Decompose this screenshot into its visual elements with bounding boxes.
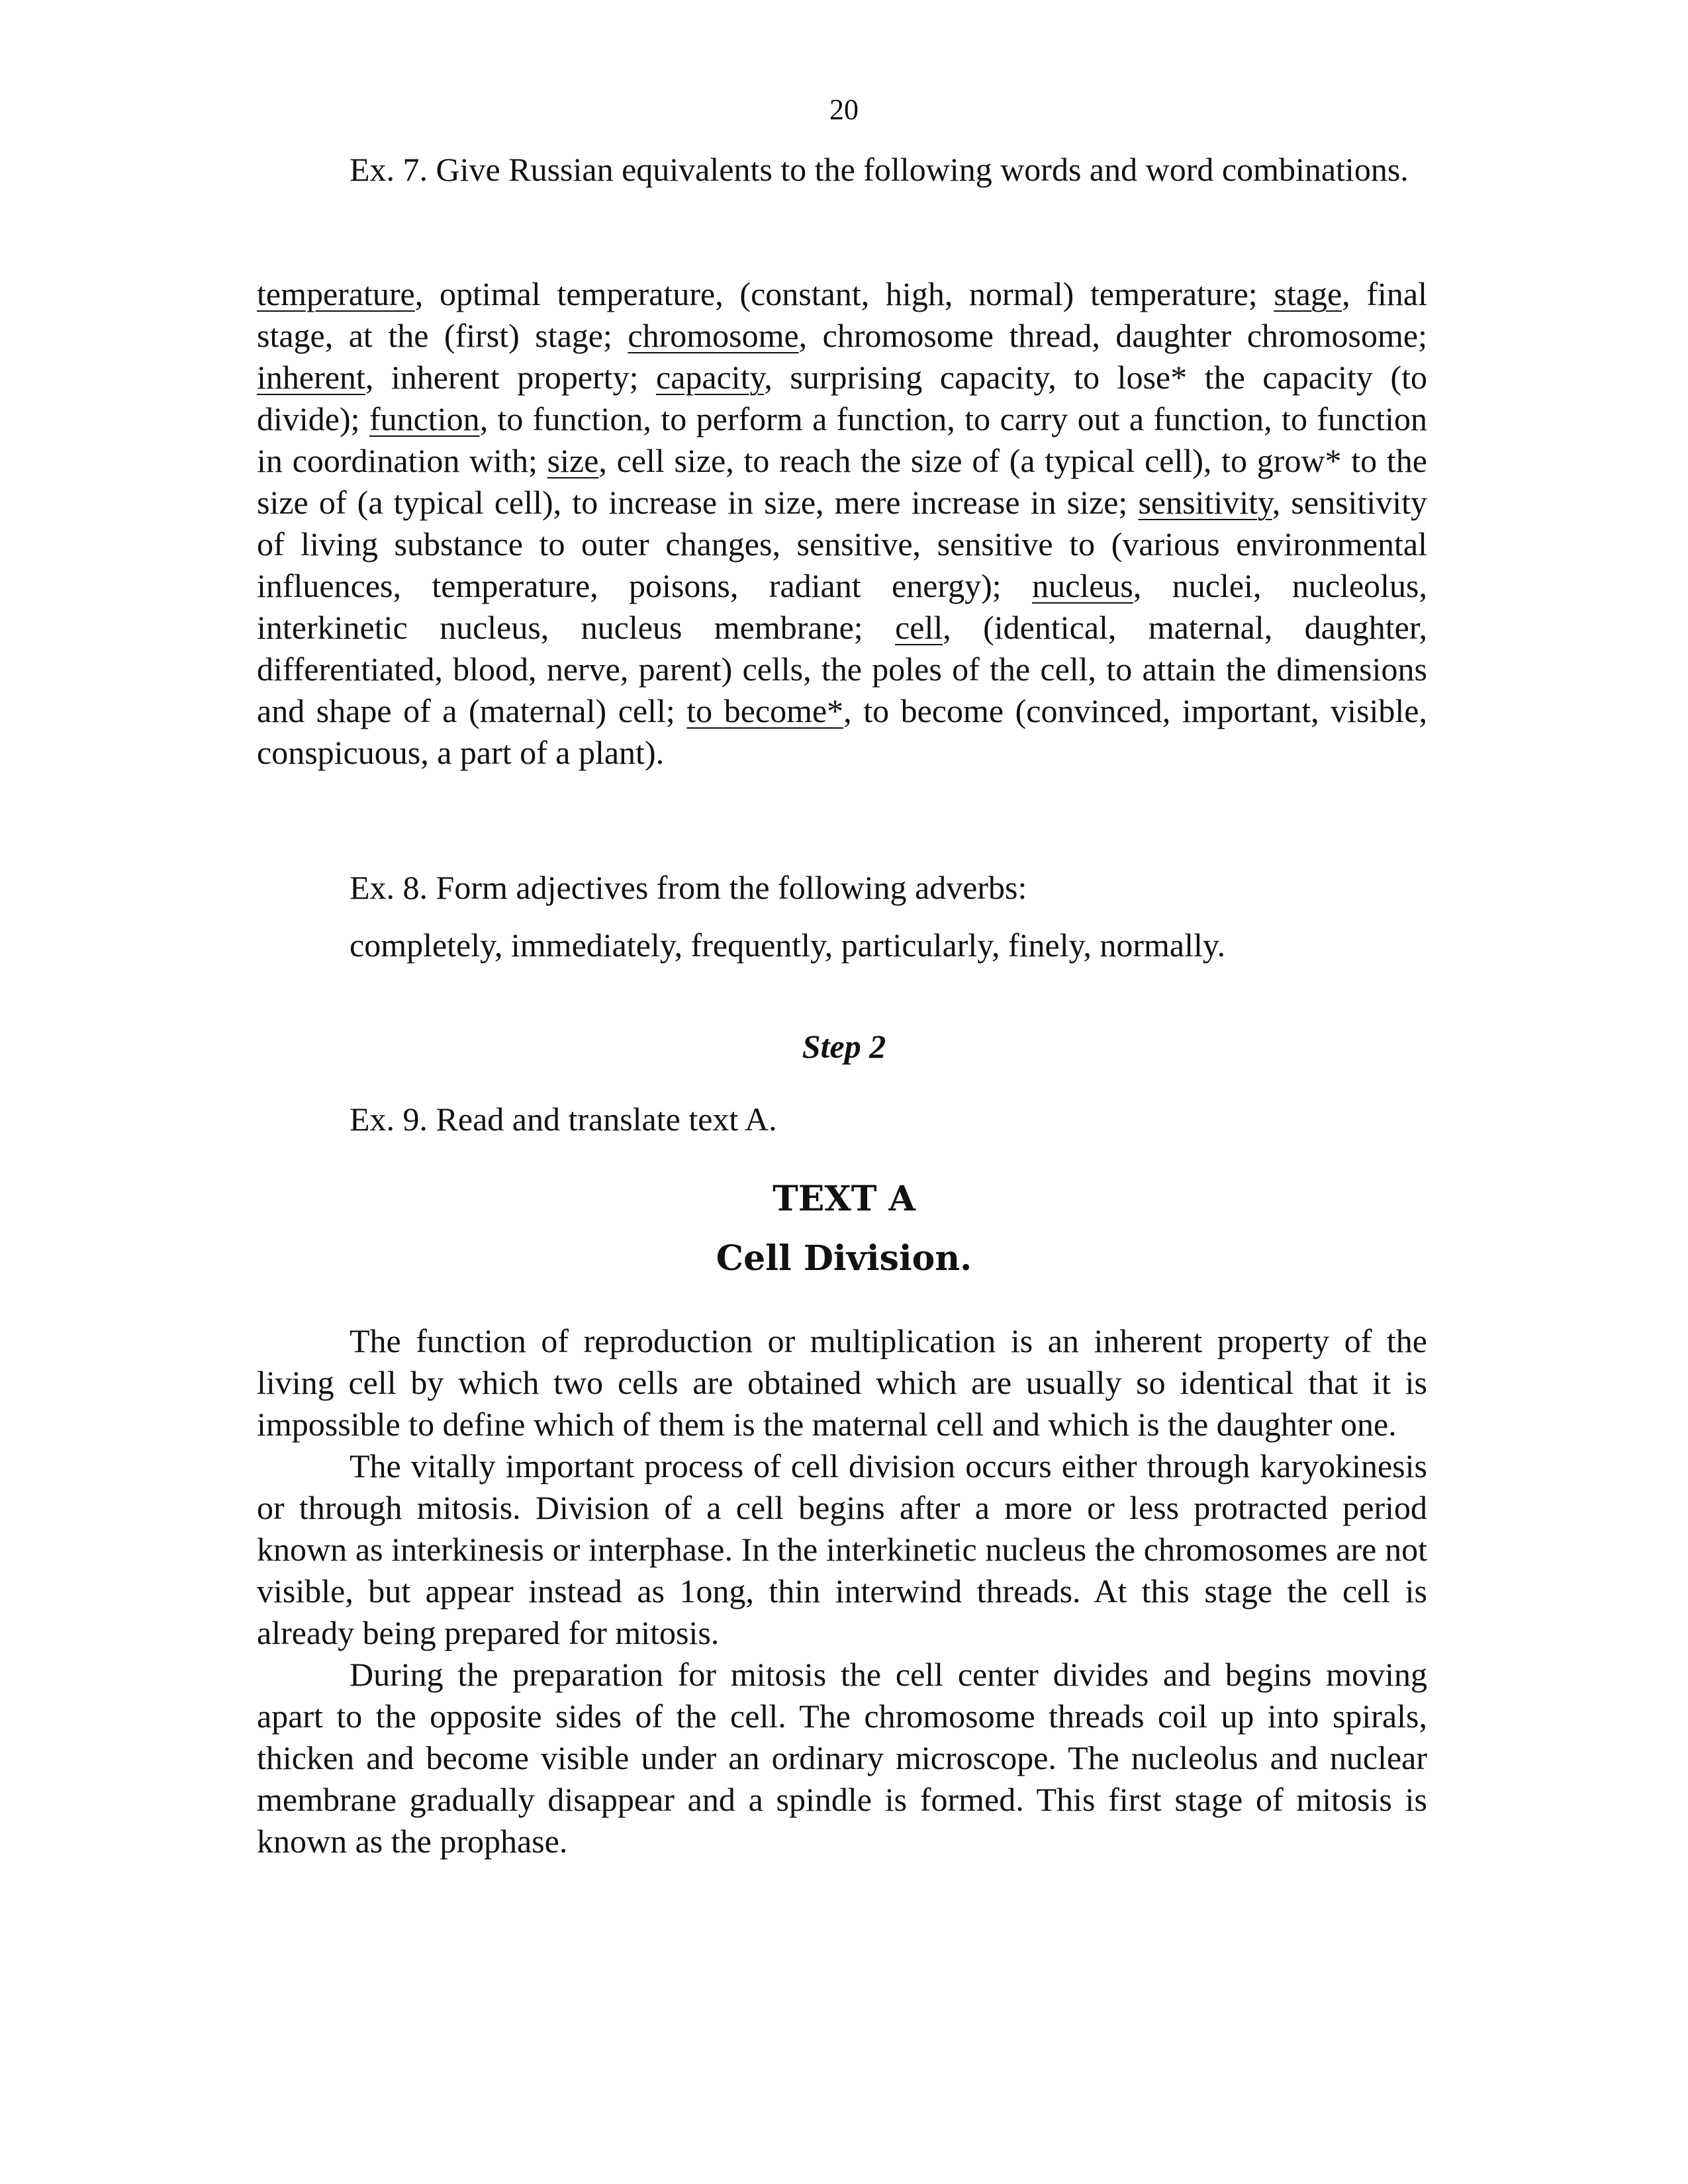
ex7-phrase: , cell size, to reach the size of (a typical cell), to grow* to the size of (a typical cell), to increase in size, mere increase in size;	[257, 442, 1428, 521]
ex7-vocabulary	[257, 273, 1427, 774]
ex7-phrase: , nuclei, nucleolus, interkinetic nucleus, nucleus membrane;	[257, 567, 1427, 646]
ex7-phrase: , sensitivity of living substance to outer changes, sensitive, sensitive to (various environmental influences, temperature, poisons, radiant energy);	[257, 484, 1427, 604]
ex7-keyword: to become*	[686, 692, 844, 729]
text-a-paragraph-continued: visible, but appear instead as 1ong, thin interwind threads. At this stage the cell is already being prepared for mitosis.	[257, 1572, 1427, 1651]
ex7-keyword: function	[369, 400, 480, 437]
ex7-keyword: size	[547, 442, 599, 479]
page-number: 20	[829, 93, 859, 126]
ex9-heading: Ex. 9. Read and translate text A.	[350, 1101, 777, 1138]
ex7-phrase: , to become (convinced, important, visible, conspicuous, a part of a plant).	[257, 692, 1427, 771]
ex7-phrase: , chromosome thread, daughter chromosome;	[798, 317, 1427, 354]
text-a-paragraph: The function of reproduction or multiplication is an inherent property of the living cell by which two cells are obtained which are usually so identical that it is impossible to define which of them is the maternal cell and which is the daughter one.	[257, 1322, 1427, 1443]
ex7-keyword: chromosome	[628, 317, 799, 354]
ex7-heading: Ex. 7. Give Russian equivalents to the following words and word combinations.	[350, 151, 1409, 188]
ex7-keyword: nucleus	[1032, 567, 1133, 604]
text-a-body	[257, 1320, 1427, 1862]
text-a-paragraph: The vitally important process of cell division occurs either through karyokinesis or through mitosis. Division of a cell begins after a more or less protracted period known as interkinesis or interphase. In the interkinetic nucleus the chromosomes are not	[257, 1447, 1427, 1568]
text-a-label: TEXT A	[773, 1179, 915, 1219]
ex8-heading: Ex. 8. Form adjectives from the following adverbs:	[350, 869, 1027, 906]
ex7-keyword: stage	[1274, 275, 1342, 312]
ex7-phrase: , final stage, at the (first) stage;	[257, 275, 1427, 354]
ex7-keyword: sensitivity	[1138, 484, 1272, 521]
ex7-keyword: temperature	[257, 275, 415, 312]
step-heading: Step 2	[802, 1028, 886, 1065]
ex7-keyword: inherent	[257, 359, 365, 396]
text-a-paragraph: During the preparation for mitosis the cell center divides and begins moving apart to the opposite sides of the cell. The chromosome threads coil up into spirals, thicken and become visible under an ordinary microscope. The nucleolus and nuclear membrane gradually disappear and a spindle is formed. This first stage of mitosis is known as the prophase.	[257, 1656, 1427, 1860]
ex7-phrase: , to function, to perform a function, to carry out a function, to function in coordination with;	[257, 400, 1427, 479]
ex7-phrase: , optimal temperature, (constant, high, normal) temperature;	[414, 275, 1274, 312]
ex7-keyword: cell	[895, 609, 943, 646]
ex8-words: completely, immediately, frequently, particularly, finely, normally.	[350, 927, 1226, 964]
ex7-phrase: , (identical, maternal, daughter, differentiated, blood, nerve, parent) cells, the poles of the cell, to attain the dimensions and shape of a (maternal) cell;	[257, 609, 1428, 729]
ex7-vocabulary-text	[257, 273, 1427, 774]
ex7-phrase: , inherent property;	[365, 359, 657, 396]
ex7-heading-block	[257, 149, 1427, 191]
ex7-keyword: capacity	[656, 359, 765, 396]
text-a-title: Cell Division.	[716, 1238, 972, 1279]
ex7-phrase: , surprising capacity, to lose* the capacity (to divide);	[257, 359, 1427, 437]
